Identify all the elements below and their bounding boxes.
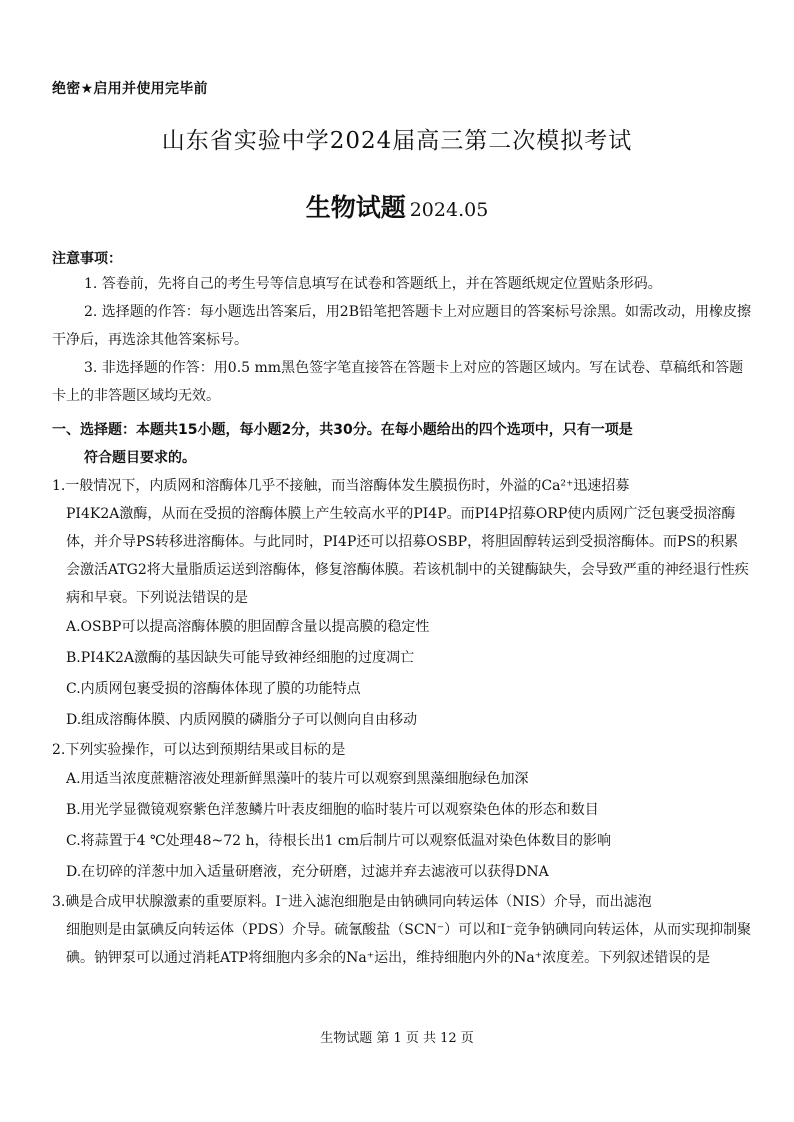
option-d: D.在切碎的洋葱中加入适量研磨液，充分研磨，过滤并弃去滤液可以获得DNA [66,864,549,880]
question-stem-first: 3.碘是合成甲状腺激素的重要原料。I⁻进入滤泡细胞是由钠碘同向转运体（NIS）介导，而出滤泡 [52,894,652,910]
question-stem-first: 2.下列实验操作，可以达到预期结果或目标的是 [52,742,346,758]
question-2 [52,736,752,888]
question-stem-rest: 细胞则是由氯碘反向转运体（PDS）介导。硫氰酸盐（SCN⁻）可以和I⁻竞争钠碘同向转运体，从而实现抑制聚碘。钠钾泵可以通过消耗ATP将细胞内多余的Na⁺运出，维持细胞内外的Na⁺浓度差。下列叙述错误的是 [66,922,752,966]
question-3 [52,888,752,972]
option-d: D.组成溶酶体膜、内质网膜的磷脂分子可以侧向自由移动 [66,712,418,728]
confidential-label: 绝密★启用并使用完毕前 [52,81,208,97]
notice-item: 1. 答卷前，先将自己的考生号等信息填写在试卷和答题纸上，并在答题纸规定位置贴条形码。 [84,276,662,292]
notice-item: 3. 非选择题的作答：用0.5 mm黑色签字笔直接答在答题卡上对应的答题区域内。写在试卷、草稿纸和答题卡上的非答题区域均无效。 [52,360,744,404]
question-stem-first: 1.一般情况下，内质网和溶酶体几乎不接触，而当溶酶体发生膜损伤时，外溢的Ca²⁺迅速招募 [52,478,630,494]
notice-heading: 注意事项： [52,251,122,267]
exam-title: 山东省实验中学2024届高三第二次模拟考试 [161,128,633,154]
question-stem-rest: PI4K2A激酶，从而在受损的溶酶体膜上产生较高水平的PI4P。而PI4P招募ORP使内质网广泛包裹受损溶酶体，并介导PS转移进溶酶体。与此同时，PI4P还可以招募OSBP，将胆固醇转运到受损溶酶体。而PS的积累会激活ATG2将大量脂质运送到溶酶体，修复溶酶体膜。若该机制中的关键酶缺失，会导致严重的神经退行性疾病和早衰。下列说法错误的是 [66,506,749,606]
page-footer: 生物试题 第 1 页 共 12 页 [320,1031,474,1046]
option-c: C.内质网包裹受损的溶酶体体现了膜的功能特点 [66,681,361,697]
section-heading-line1: 一、选择题：本题共15小题，每小题2分，共30分。在每小题给出的四个选项中，只有一项是 [52,422,633,438]
section-heading [52,416,752,472]
question-1 [52,472,752,736]
exam-body [52,270,752,972]
exam-date: 2024.05 [409,199,489,221]
option-c: C.将蒜置于4 ℃处理48~72 h，待根长出1 cm后制片可以观察低温对染色体数目的影响 [66,833,611,849]
option-b: B.用光学显微镜观察紫色洋葱鳞片叶表皮细胞的临时装片可以观察染色体的形态和数目 [66,802,599,818]
option-b: B.PI4K2A激酶的基因缺失可能导致神经细胞的过度凋亡 [66,650,415,666]
notice-item: 2. 选择题的作答：每小题选出答案后，用2B铅笔把答题卡上对应题目的答案标号涂黑。如需改动，用橡皮擦干净后，再选涂其他答案标号。 [52,304,752,348]
option-a: A.OSBP可以提高溶酶体膜的胆固醇含量以提高膜的稳定性 [66,619,430,635]
option-a: A.用适当浓度蔗糖溶液处理新鲜黑藻叶的装片可以观察到黑藻细胞绿色加深 [66,771,529,787]
subject-title [0,188,794,224]
subject-name: 生物试题 [305,193,406,222]
section-heading-line2: 符合题目要求的。 [84,450,196,466]
